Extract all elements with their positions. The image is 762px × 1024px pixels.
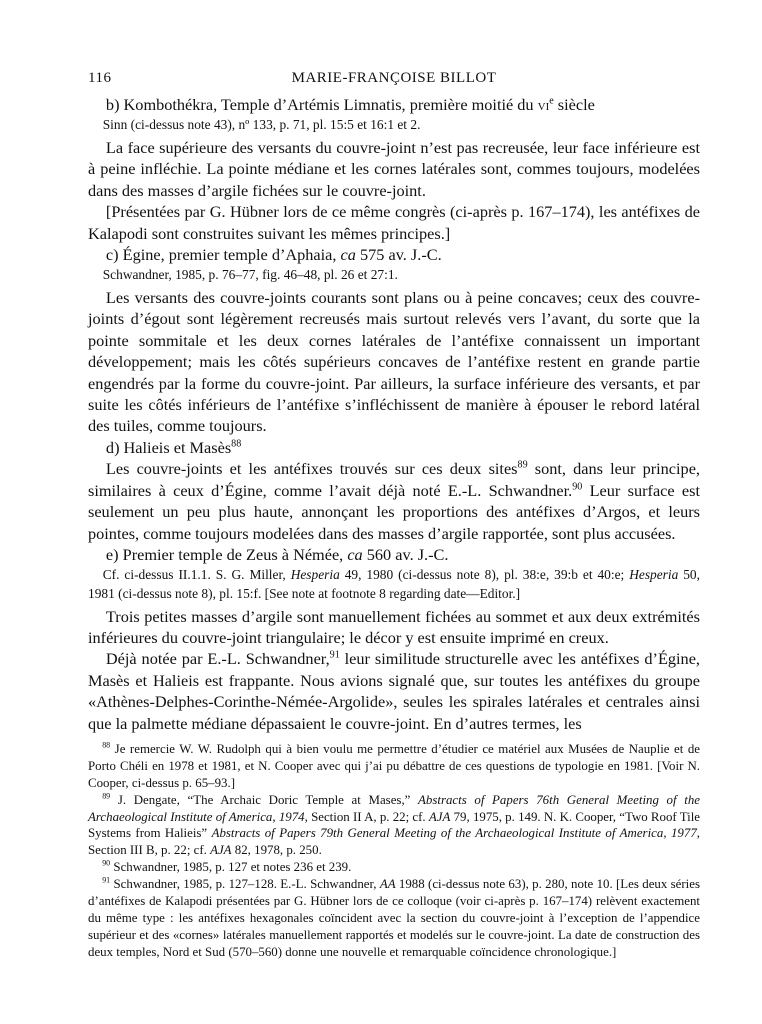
footnote-ref-91: 91 xyxy=(329,649,340,661)
footnote-91: $^{91}$ Schwandner, 1985, p. 127–128. E.-L. Schwandner, AA 1988 (ci-dessus note 63), p. 280, note 10. [Les deux séries d’antéfixes de Kalapodi présentées par G. Hübner lors de ce colloque (voir ci-après p. 167–174) relèvent exactement du même type : les antéfixes hexagonales coïncident avec la section du couvre-joint à l’exception de l’appendice supérieur et des «cornes» latérales manuellement rapportés et modelés sur le couvre-joint. La date de construction des deux temples, Nord et Sud (570–560) donne une nouvelle et remarquable coïncidence chronologique.] xyxy=(88,875,700,959)
section-e-paragraph-1: Trois petites masses d’argile sont manuellement fichées au sommet et aux deux extrémités inférieures du couvre-joint triangulaire; le décor y est ensuite imprimé en creux. xyxy=(88,606,700,647)
footnote-89: $^{89}$ J. Dengate, “The Archaic Doric Temple at Mases,” Abstracts of Papers 76th General Meeting of the Archaeological Institute of America, 1974, Section II A, p. 22; cf. AJA 79, 1975, p. 149. N. K. Cooper, “Two Roof Tile Systems from Halieis” Abstracts of Papers 79th General Meeting of the Archaeological Institute of America, 1977, Section III B, p. 22; cf. AJA 82, 1978, p. 250. xyxy=(88,791,701,858)
section-c-heading: c) Égine, premier temple d’Aphaia, ca 575 av. J.-C. xyxy=(105,245,442,265)
section-b-citation: Sinn (ci-dessus note 43), nº 133, p. 71, pl. 15:5 et 16:1 et 2. xyxy=(102,117,421,133)
section-c-paragraph: Les versants des couvre-joints courants sont plans ou à peine concaves; ceux des couvre-joints d’égout sont légèrement recreusés mais surtout relevés vers l’avant, du sorte que la pointe sommitale et les deux cornes latérales de l’antéfixe connaissent un important développement; mais les côtés supérieurs concaves de l’antéfixe restent en grande partie engendrés par la forme du couvre-joint. Par ailleurs, la surface inférieure des versants, et par suite les côtés inférieurs de l’antéfixe s’infléchissent de manière à épouser le rebord latéral des tuiles, comme toujours. xyxy=(88,288,700,436)
footnotes xyxy=(88,741,700,961)
footnote-ref-88: 88 xyxy=(231,438,242,450)
page-header xyxy=(88,70,700,94)
section-d-heading: d) Halieis et Masès$^{88}$ xyxy=(105,437,242,457)
section-c-citation: Schwandner, 1985, p. 76–77, fig. 46–48, pl. 26 et 27:1. xyxy=(102,267,398,283)
footnote-ref-90: 90 xyxy=(572,481,583,493)
footnote-ref-89: 89 xyxy=(517,459,528,471)
section-e-citation: Cf. ci-dessus II.1.1. S. G. Miller, Hesperia 49, 1980 (ci-dessus note 8), pl. 38:e, 39:b et 40:e; Hesperia 50, 1981 (ci-dessus note 8), pl. 15:f. [See note at footnote 8 regarding date—Editor.] xyxy=(88,567,700,601)
section-e-paragraph-2: Déjà notée par E.-L. Schwandner,$^{91}$ leur similitude structurelle avec les antéfixes d’Égine, Masès et Halieis est frappante. Nous avions signalé que, sur toutes les antéfixes du groupe «Athènes-Delphes-Corinthe-Némée-Argolide», seules les spirales latérales et centrales ainsi que la palmette médiane dépassaient le couvre-joint. En d’autres termes, les xyxy=(88,649,700,733)
section-b-heading: b) Kombothékra, Temple d’Artémis Limnatis, première moitié du $vi^e$ siècle xyxy=(105,95,595,114)
page-number: 116 xyxy=(88,70,112,86)
main-text xyxy=(88,94,700,734)
footnote-88: $^{88}$ Je remercie W. W. Rudolph qui à bien voulu me permettre d’étudier ce matériel aux Musées de Nauplie et de Porto Chéli en 1978 et 1981, et N. Cooper avec qui j’ai pu débattre de ces questions de typologie en 1981. [Voir N. Cooper, ci-dessus p. 65–93.] xyxy=(88,740,700,790)
section-b-editorial-note: [Présentées par G. Hübner lors de ce même congrès (ci-après p. 167–174), les antéfixes de Kalapodi sont construites suivant les mêmes principes.] xyxy=(88,202,700,243)
footnote-90: $^{90}$ Schwandner, 1985, p. 127 et notes 236 et 239. xyxy=(102,858,352,875)
section-e-heading: e) Premier temple de Zeus à Némée, ca 560 av. J.-C. xyxy=(105,544,449,564)
running-head: MARIE-FRANÇOISE BILLOT xyxy=(291,70,497,86)
section-d-paragraph: Les couvre-joints et les antéfixes trouvés sur ces deux sites$^{89}$ sont, dans leur principe, similaires à ceux d’Égine, comme l’avait déjà noté E.-L. Schwandner.$^{90}$ Leur surface est seulement un peu plus haute, annonçant les proportions des antéfixes d’Argos, et leurs pointes, comme toujours modelées dans des masses d’argile rapportée, sont plus accusées. xyxy=(88,459,701,543)
section-b-paragraph: La face supérieure des versants du couvre-joint n’est pas recreusée, leur face inférieure est à peine infléchie. La pointe médiane et les cornes latérales sont, commes toujours, modelées dans des masses d’argile fichées sur le couvre-joint. xyxy=(88,138,700,200)
page xyxy=(88,70,700,961)
